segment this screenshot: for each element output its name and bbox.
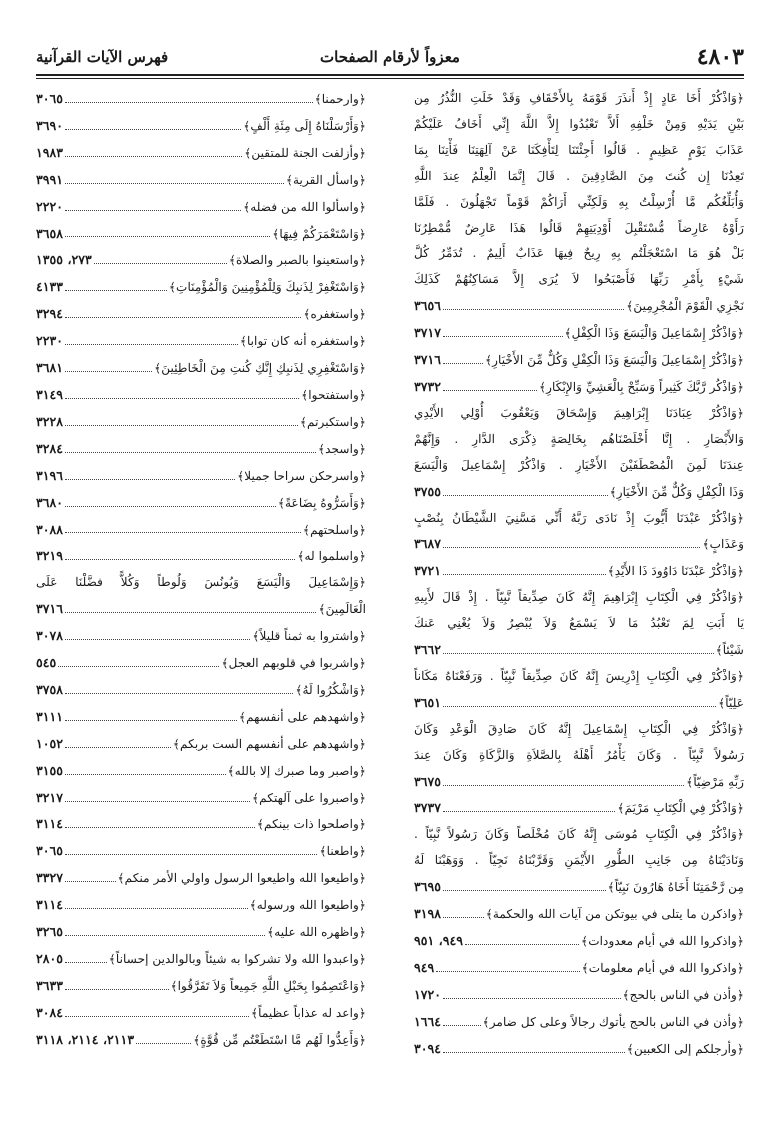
page-reference: ٣٢٩٤ xyxy=(36,306,64,322)
index-entry xyxy=(414,558,744,585)
page-reference: ٣٠٩٤ xyxy=(414,1040,442,1056)
page-reference: ٥٤٥ xyxy=(36,655,57,671)
verse-text: الْعَالَمِينَ﴾ xyxy=(318,602,366,617)
leader-dots xyxy=(65,506,276,507)
entry-row xyxy=(36,490,366,517)
leader-dots xyxy=(65,236,270,237)
page-reference: ٣١٩٨ xyxy=(414,906,442,922)
verse-text: ﴿وَاعْتَصِمُوا بِحَبْلِ اللَّهِ جَمِيعاً وَلاَ تَفَرَّقُوا﴾ xyxy=(170,978,366,993)
page-reference: ٣٣٢٧ xyxy=(36,870,64,886)
verse-line: وَأُبَلِّغُكُم مَّا أُرْسِلْتُ بِهِ وَلَكِنِّي أَرَاكُمْ قَوْماً تَجْهَلُونَ . فَلَمَّا xyxy=(414,194,744,209)
verse-text: شَيْئاً﴾ xyxy=(715,643,744,658)
index-entry xyxy=(36,194,366,221)
entry-row xyxy=(414,982,744,1009)
index-entry xyxy=(36,221,366,248)
verse-text: وَذَا الْكِفْلِ وَكُلٌّ مِّنَ الأَخْيَارِ﴾ xyxy=(609,484,744,499)
page-reference: ١٧٢٠ xyxy=(414,986,442,1002)
verse-line: ﴿وَاذْكُرْ فِي الْكِتَابِ مُوسَى إِنَّهُ كَانَ مُخْلَصاً وَكَانَ رَسُولاً نَّبِيّاً . xyxy=(414,827,744,842)
leader-dots xyxy=(65,129,241,130)
entry-row xyxy=(414,1009,744,1036)
leader-dots xyxy=(65,210,241,211)
entry-row xyxy=(414,637,744,664)
verse-text: ﴿واعبدوا الله ولا تشركوا به شيئاً وبالوالدين إحساناً﴾ xyxy=(108,952,366,966)
verse-text: عَلِيّاً﴾ xyxy=(718,695,744,710)
entry-row xyxy=(36,409,366,436)
page-reference: ٣٦٨٧ xyxy=(414,536,442,552)
verse-text: ﴿واشهدهم على أنفسهم﴾ xyxy=(238,709,366,724)
verse-text: ﴿واطيعوا الله واطيعوا الرسول واولي الأمر منكم﴾ xyxy=(117,871,366,886)
verse-text: مِن رَّحْمَتِنَا أَخَاهُ هَارُونَ نَبِيّاً﴾ xyxy=(607,880,744,895)
index-entry xyxy=(36,490,366,517)
entry-row xyxy=(414,769,744,796)
leader-dots xyxy=(443,706,716,707)
verse-text: ﴿واطعنا﴾ xyxy=(319,844,366,859)
verse-text: ﴿واستكبرتم﴾ xyxy=(299,414,366,429)
entry-row xyxy=(36,1000,366,1027)
entry-row xyxy=(36,221,366,248)
index-entry xyxy=(36,382,366,409)
index-entry xyxy=(36,785,366,812)
verse-text: ﴿واذكرن ما يتلى في بيوتكن من آيات الله والحكمة﴾ xyxy=(485,907,744,922)
index-entry xyxy=(414,506,744,559)
page-reference: ٣٦٨٠ xyxy=(36,494,64,510)
leader-dots xyxy=(65,156,242,157)
page-reference: ٣٧٣٢ xyxy=(414,378,442,394)
verse-text: ﴿واصلحوا ذات بينكم﴾ xyxy=(256,817,366,832)
verse-text: ﴿واسلحتهم﴾ xyxy=(302,522,366,537)
verse-line: ﴿وَاذْكُرْ أَخَا عَادٍ إِذْ أَنذَرَ قَوْمَهُ بِالأَحْقَافِ وَقَدْ خَلَتِ النُّذُرُ مِن xyxy=(414,91,744,105)
header-rule-thin xyxy=(36,78,744,79)
entry-row xyxy=(414,928,744,955)
leader-dots xyxy=(65,371,152,372)
page-reference: ٢٨٠٥ xyxy=(36,951,64,966)
index-entry xyxy=(414,664,744,717)
page-reference: ٣١٩٦ xyxy=(36,467,64,483)
page-reference: ٣٧١٧ xyxy=(414,325,442,341)
verse-line: بَلْ هُوَ مَا اسْتَعْجَلْتُم بِهِ رِيحٌ فِيهَا عَذَابٌ أَلِيمٌ . تُدَمِّرُ كُلَّ xyxy=(414,246,744,261)
entry-row xyxy=(36,704,366,731)
index-entry xyxy=(36,113,366,140)
verse-text: ﴿وَاسْتَغْفِرْ لِذَنبِكَ وَلِلْمُؤْمِنِينَ وَالْمُؤْمِنَاتِ﴾ xyxy=(168,280,366,295)
page-reference: ٣٦٨١ xyxy=(36,360,64,376)
entry-row xyxy=(36,946,366,973)
leader-dots xyxy=(443,1025,480,1026)
page-reference: ٣٢٦٥ xyxy=(36,924,64,940)
entry-row xyxy=(36,113,366,140)
verse-text: ﴿واصبر وما صبرك إلا بالله﴾ xyxy=(227,763,366,778)
entry-row xyxy=(414,795,744,822)
index-entry xyxy=(36,409,366,436)
leader-dots xyxy=(65,827,255,828)
page-reference: ٢٢٢٠ xyxy=(36,198,64,214)
entry-row xyxy=(36,919,366,946)
verse-line: ﴿وَاذْكُرْ فِي الْكِتَابِ إِدْرِيسَ إِنَّهُ كَانَ صِدِّيقاً نَّبِيّاً . وَرَفَعْنَاهُ مَكَاناً xyxy=(414,668,744,683)
header-rule xyxy=(36,74,744,76)
leader-dots xyxy=(65,452,316,453)
right-column xyxy=(414,86,744,1063)
page-reference: ٣٠٦٥ xyxy=(36,843,64,859)
entry-row xyxy=(36,463,366,490)
index-entry xyxy=(36,892,366,919)
index-entry xyxy=(36,919,366,946)
page-reference: ٣٢٢٨ xyxy=(36,413,64,429)
entry-row xyxy=(36,543,366,570)
page-reference: ٢٧٣، ١٣٥٥ xyxy=(36,252,92,268)
leader-dots xyxy=(443,811,615,812)
page-reference: ١٠٥٢ xyxy=(36,735,64,751)
header-index-title: فهرس الآيات القرآنية xyxy=(36,48,169,66)
index-entry xyxy=(36,247,366,274)
verse-text: ﴿وَاذْكُرْ إِسْمَاعِيلَ وَالْيَسَعَ وَذَا الْكِفْلِ وَكُلٌّ مِّنَ الأَخْيَارِ﴾ xyxy=(485,353,744,368)
entry-row xyxy=(36,811,366,838)
leader-dots xyxy=(58,666,219,667)
verse-line: وَنَادَيْنَاهُ مِن جَانِبِ الطُّورِ الأَيْمَنِ وَقَرَّبْنَاهُ نَجِيّاً . وَوَهَبْنَا لَهُ xyxy=(414,853,744,868)
page-reference: ٩٤٩، ٩٥١ xyxy=(414,933,464,948)
page-reference: ٣٦٥١ xyxy=(414,694,442,710)
verse-text: ﴿وَاذْكُرْ عَبْدَنَا دَاوُودَ ذَا الأَيْدِ﴾ xyxy=(607,564,744,579)
leader-dots xyxy=(65,1016,249,1017)
leader-dots xyxy=(65,639,250,640)
index-entry xyxy=(36,623,366,650)
page-reference: ٩٤٩ xyxy=(414,959,435,975)
entry-row xyxy=(414,874,744,901)
page-number: ٤٨٠٣ xyxy=(696,44,744,70)
verse-text: ﴿واذكروا الله في أيام معلومات﴾ xyxy=(581,960,744,975)
leader-dots xyxy=(65,854,317,855)
index-entry xyxy=(36,167,366,194)
page-reference: ٣٧١٦ xyxy=(36,601,64,617)
verse-text: رَبِّهِ مَرْضِيّاً﴾ xyxy=(686,774,744,789)
verse-line: تَعِدُنَا إِن كُنتَ مِنَ الصَّادِقِينَ . قَالَ إِنَّمَا الْعِلْمُ عِندَ اللَّهِ xyxy=(414,168,744,183)
verse-text: نَجْزِي الْقَوْمَ الْمُجْرِمِينَ﴾ xyxy=(626,299,744,314)
entry-row xyxy=(36,650,366,677)
verse-text: ﴿واشربوا في قلوبهم العجل﴾ xyxy=(221,656,366,671)
entry-row xyxy=(36,731,366,758)
entry-row xyxy=(414,531,744,558)
verse-text: ﴿واستغفره أنه كان توابا﴾ xyxy=(239,334,366,349)
leader-dots xyxy=(65,344,238,345)
verse-line: ﴿وَاذْكُرْ فِي الْكِتَابِ إِسْمَاعِيلَ إِنَّهُ كَانَ صَادِقَ الْوَعْدِ وَكَانَ xyxy=(414,721,744,736)
left-column xyxy=(36,86,366,1054)
page-reference: ٣٦٧٥ xyxy=(414,773,442,789)
entry-row xyxy=(36,973,366,1000)
page-reference: ٣٦٩٠ xyxy=(36,117,64,133)
verse-text: ﴿وَاذْكُرْ فِي الْكِتَابِ مَرْيَمَ﴾ xyxy=(617,801,744,816)
entry-row xyxy=(414,374,744,401)
leader-dots xyxy=(443,547,700,548)
verse-text: ﴿واستغفره﴾ xyxy=(303,307,366,322)
entry-row xyxy=(36,247,366,274)
verse-text: ﴿وَأَعِدُّوا لَهُم مَّا اسْتَطَعْتُم مِّن قُوَّةٍ﴾ xyxy=(193,1032,366,1047)
index-entry xyxy=(414,347,744,374)
verse-line: ﴿وَاذْكُرْ عَبْدَنَا أَيُّوبَ إِذْ نَادَى رَبَّهُ أَنِّي مَسَّنِيَ الشَّيْطَانُ بِنُصْبٍ xyxy=(414,510,744,525)
verse-text: ﴿وارحمنا﴾ xyxy=(314,92,366,106)
verse-line: رَأَوْهُ عَارِضاً مُّسْتَقْبِلَ أَوْدِيَتِهِمْ قَالُوا هَذَا عَارِضٌ مُّمْطِرُنَا xyxy=(414,220,744,235)
entry-row xyxy=(414,347,744,374)
verse-line: وَالأَبْصَارِ . إِنَّا أَخْلَصْنَاهُم بِخَالِصَةٍ ذِكْرَى الدَّارِ . وَإِنَّهُمْ xyxy=(414,431,744,446)
entry-row xyxy=(414,320,744,347)
page-reference: ٣٦٩٥ xyxy=(414,879,442,895)
leader-dots xyxy=(443,574,606,575)
verse-text: ﴿واسألوا الله من فضله﴾ xyxy=(243,199,366,214)
index-entry xyxy=(414,928,744,955)
leader-dots xyxy=(136,1043,191,1044)
page-reference: ٣٠٦٥ xyxy=(36,91,64,106)
entry-row xyxy=(36,517,366,544)
leader-dots xyxy=(443,309,624,310)
verse-text: ﴿واذكروا الله في أيام معدودات﴾ xyxy=(581,934,744,948)
leader-dots xyxy=(94,263,227,264)
verse-text: ﴿وأذن في الناس بالحج يأتوك رجالاً وعلى كل ضامر﴾ xyxy=(482,1014,744,1029)
leader-dots xyxy=(65,774,225,775)
verse-text: ﴿وَاسْتَغْفِرِي لِذَنبِكِ إِنَّكِ كُنتِ مِنَ الْخَاطِئِينَ﴾ xyxy=(154,361,366,376)
page-reference: ٣٢١٩ xyxy=(36,548,64,564)
entry-row xyxy=(36,1027,366,1054)
page-reference: ٣٩٩١ xyxy=(36,171,64,187)
index-entry xyxy=(36,1000,366,1027)
entry-row xyxy=(36,838,366,865)
page-reference: ٣٧٣٧ xyxy=(414,800,442,816)
verse-text: ﴿وأزلفت الجنة للمتقين﴾ xyxy=(244,145,366,160)
page-reference: ١٩٨٣ xyxy=(36,144,64,160)
index-entry xyxy=(36,865,366,892)
page-reference: ٣٧٥٥ xyxy=(414,483,442,499)
leader-dots xyxy=(65,398,299,399)
verse-text: ﴿واظهره الله عليه﴾ xyxy=(267,925,366,940)
entry-row xyxy=(36,677,366,704)
verse-line: يَا أَبَتِ لِمَ تَعْبُدُ مَا لاَ يَسْمَعُ وَلاَ يُبْصِرُ وَلاَ يُغْنِي عَنكَ xyxy=(414,616,744,631)
page-reference: ٣١١٤ xyxy=(36,897,64,913)
verse-text: ﴿واشهدهم على أنفسهم الست بربكم﴾ xyxy=(172,736,366,751)
verse-text: ﴿وَاذْكُر رَّبَّكَ كَثِيراً وَسَبِّحْ بِالْعَشِيِّ وَالإِبْكَارِ﴾ xyxy=(538,379,744,394)
entry-row xyxy=(414,293,744,320)
index-entry xyxy=(36,838,366,865)
page-reference: ٣٠٨٨ xyxy=(36,521,64,537)
leader-dots xyxy=(65,935,265,936)
verse-text: ﴿واسلموا له﴾ xyxy=(297,549,366,564)
leader-dots xyxy=(443,998,620,999)
verse-line: ﴿وَاذْكُرْ فِي الْكِتَابِ إِبْرَاهِيمَ إِنَّهُ كَانَ صِدِّيقاً نَّبِيّاً . إِذْ قَالَ لأَبِيهِ xyxy=(414,590,744,605)
entry-row xyxy=(36,194,366,221)
index-entry xyxy=(36,570,366,623)
index-entry xyxy=(36,140,366,167)
index-entry xyxy=(414,822,744,901)
verse-line: ﴿وَاذْكُرْ عِبَادَنَا إِبْرَاهِيمَ وَإِسْحَاقَ وَيَعْقُوبَ أُوْلِي الأَيْدِي xyxy=(414,405,744,420)
entry-row xyxy=(36,623,366,650)
entry-row xyxy=(36,865,366,892)
index-entry xyxy=(36,517,366,544)
page-reference: ٣٧١٦ xyxy=(414,352,442,368)
verse-text: ﴿واسجد﴾ xyxy=(317,441,366,456)
index-entry xyxy=(414,1009,744,1036)
entry-row xyxy=(414,479,744,506)
leader-dots xyxy=(65,102,313,103)
leader-dots xyxy=(65,881,115,882)
index-entry xyxy=(36,704,366,731)
entry-row xyxy=(414,558,744,585)
page-reference: ٢١١٣، ٢١١٤، ٣١١٨ xyxy=(36,1031,135,1047)
page-reference: ٣٧٥٨ xyxy=(36,681,64,697)
entry-row xyxy=(36,758,366,785)
leader-dots xyxy=(65,693,293,694)
index-entry xyxy=(36,946,366,973)
index-entry xyxy=(36,301,366,328)
index-entry xyxy=(414,401,744,506)
page-reference: ٣٦٥٨ xyxy=(36,225,64,241)
leader-dots xyxy=(443,363,483,364)
index-entry xyxy=(414,1036,744,1063)
page-reference: ٣٦٦٢ xyxy=(414,642,442,658)
index-entry xyxy=(36,811,366,838)
index-entry xyxy=(414,320,744,347)
index-entry xyxy=(36,86,366,113)
index-entry xyxy=(414,585,744,664)
index-entry xyxy=(36,274,366,301)
verse-text: ﴿واسرحكن سراحا جميلا﴾ xyxy=(237,468,366,483)
entry-row xyxy=(414,955,744,982)
page-reference: ٣٦٣٣ xyxy=(36,977,64,993)
leader-dots xyxy=(65,532,301,533)
index-entry xyxy=(36,973,366,1000)
index-entry xyxy=(414,86,744,320)
index-entry xyxy=(36,436,366,463)
entry-row xyxy=(36,892,366,919)
index-entry xyxy=(36,677,366,704)
page-reference: ٣٧٢١ xyxy=(414,563,442,579)
page-header xyxy=(36,44,744,70)
page-reference: ٣٢١٧ xyxy=(36,789,64,805)
verse-text: وَعَذَابٍ﴾ xyxy=(702,537,744,552)
entry-row xyxy=(36,167,366,194)
verse-text: ﴿وَأَسَرُّوهُ بِضَاعَةً﴾ xyxy=(277,495,366,510)
leader-dots xyxy=(65,908,248,909)
leader-dots xyxy=(65,989,168,990)
page-reference: ٣١٤٩ xyxy=(36,386,64,402)
verse-text: ﴿واستعينوا بالصبر والصلاة﴾ xyxy=(228,253,366,268)
verse-line: ﴿وَإِسْمَاعِيلَ وَالْيَسَعَ وَيُونُسَ وَلُوطاً وَكُلاًّ فضَّلْنَا عَلَى xyxy=(36,575,366,590)
page-reference: ١٦٦٤ xyxy=(414,1013,442,1029)
leader-dots xyxy=(443,495,608,496)
entry-row xyxy=(36,436,366,463)
verse-text: ﴿واشتروا به ثمناً قليلاً﴾ xyxy=(252,629,366,644)
entry-row xyxy=(36,355,366,382)
page-reference: ٣٢٨٤ xyxy=(36,440,64,456)
verse-text: ﴿وَأَرْسَلْنَاهُ إِلَى مِئَةِ أَلْفٍ﴾ xyxy=(243,118,366,133)
leader-dots xyxy=(65,612,316,613)
entry-row xyxy=(36,596,366,623)
leader-dots xyxy=(443,1052,625,1053)
verse-text: ﴿وَاسْتَعْمَرَكُمْ فِيهَا﴾ xyxy=(272,226,366,241)
leader-dots xyxy=(443,653,714,654)
index-entry xyxy=(36,758,366,785)
index-entry xyxy=(36,328,366,355)
page-reference: ٢٢٣٠ xyxy=(36,333,64,349)
leader-dots xyxy=(65,962,107,963)
leader-dots xyxy=(65,290,167,291)
index-entry xyxy=(36,543,366,570)
verse-text: ﴿واعد له عذاباً عظيماً﴾ xyxy=(251,1005,366,1020)
leader-dots xyxy=(65,425,298,426)
leader-dots xyxy=(443,890,606,891)
page-reference: ٣١١١ xyxy=(36,708,64,724)
page-reference: ٣١١٤ xyxy=(36,816,64,832)
page-reference: ٤١٣٣ xyxy=(36,279,64,295)
header-center-title: معزواً لأرقام الصفحات xyxy=(320,48,460,66)
page-reference: ٣٠٧٨ xyxy=(36,628,64,644)
index-entry xyxy=(36,650,366,677)
leader-dots xyxy=(443,390,537,391)
entry-row xyxy=(36,274,366,301)
entry-row xyxy=(36,140,366,167)
verse-text: ﴿وأرجلكم إلى الكعبين﴾ xyxy=(626,1041,744,1056)
index-entry xyxy=(414,374,744,401)
index-entry xyxy=(414,955,744,982)
index-entry xyxy=(36,1027,366,1054)
leader-dots xyxy=(443,917,484,918)
entry-row xyxy=(36,301,366,328)
leader-dots xyxy=(436,971,579,972)
verse-text: ﴿واستفتحوا﴾ xyxy=(301,387,366,402)
leader-dots xyxy=(65,559,295,560)
verse-line: رَسُولاً نَّبِيّاً . وَكَانَ يَأْمُرُ أَهْلَهُ بِالصَّلاَةِ وَالزَّكَاةِ وَكَانَ عِندَ xyxy=(414,747,744,762)
verse-text: ﴿واصبروا على آلهتكم﴾ xyxy=(251,790,366,805)
index-entry xyxy=(414,901,744,928)
leader-dots xyxy=(443,785,684,786)
index-entry xyxy=(414,795,744,822)
page-reference: ٣٦٥٦ xyxy=(414,298,442,314)
page-reference: ٣٠٨٤ xyxy=(36,1004,64,1020)
verse-line: عَذَابَ يَوْمٍ عَظِيمٍ . قَالُوا أَجِئْتَنَا لِتَأْفِكَنَا عَنْ آلِهَتِنَا فَأْتِنَا بِمَا xyxy=(414,142,744,157)
index-entry xyxy=(36,463,366,490)
verse-text: ﴿وَاذْكُرْ إِسْمَاعِيلَ وَالْيَسَعَ وَذَا الْكِفْلِ﴾ xyxy=(564,326,744,341)
leader-dots xyxy=(65,479,235,480)
verse-text: ﴿واطيعوا الله ورسوله﴾ xyxy=(249,898,366,913)
entry-row xyxy=(36,86,366,113)
entry-row xyxy=(36,328,366,355)
leader-dots xyxy=(65,720,237,721)
leader-dots xyxy=(65,801,250,802)
verse-text: ﴿واسأل القرية﴾ xyxy=(285,172,366,187)
entry-row xyxy=(414,690,744,717)
entry-row xyxy=(36,785,366,812)
entry-row xyxy=(414,1036,744,1063)
leader-dots xyxy=(65,747,171,748)
verse-line: شَيْءٍ بِأَمْرِ رَبِّهَا فَأَصْبَحُوا لاَ يُرَى إِلاَّ مَسَاكِنُهُمْ كَذَلِكَ xyxy=(414,272,744,287)
page-reference: ٣١٥٥ xyxy=(36,762,64,778)
leader-dots xyxy=(65,317,301,318)
verse-text: ﴿وأذن في الناس بالحج﴾ xyxy=(622,987,744,1002)
verse-text: ﴿وَاشْكُرُوا لَهُ﴾ xyxy=(295,682,366,697)
verse-line: عِندَنَا لَمِنَ الْمُصْطَفَيْنَ الأَخْيَارِ . وَاذْكُرْ إِسْمَاعِيلَ وَالْيَسَعَ xyxy=(414,457,744,472)
leader-dots xyxy=(465,944,579,945)
index-entry xyxy=(414,717,744,796)
index-entry xyxy=(414,982,744,1009)
entry-row xyxy=(36,382,366,409)
leader-dots xyxy=(443,336,562,337)
leader-dots xyxy=(65,183,284,184)
index-entry xyxy=(36,355,366,382)
index-entry xyxy=(36,731,366,758)
entry-row xyxy=(414,901,744,928)
verse-line: بَيْنِ يَدَيْهِ وَمِنْ خَلْفِهِ أَلاَّ تَعْبُدُوا إِلاَّ اللَّهَ إِنِّي أَخَافُ عَلَيْكُمْ xyxy=(414,116,744,131)
